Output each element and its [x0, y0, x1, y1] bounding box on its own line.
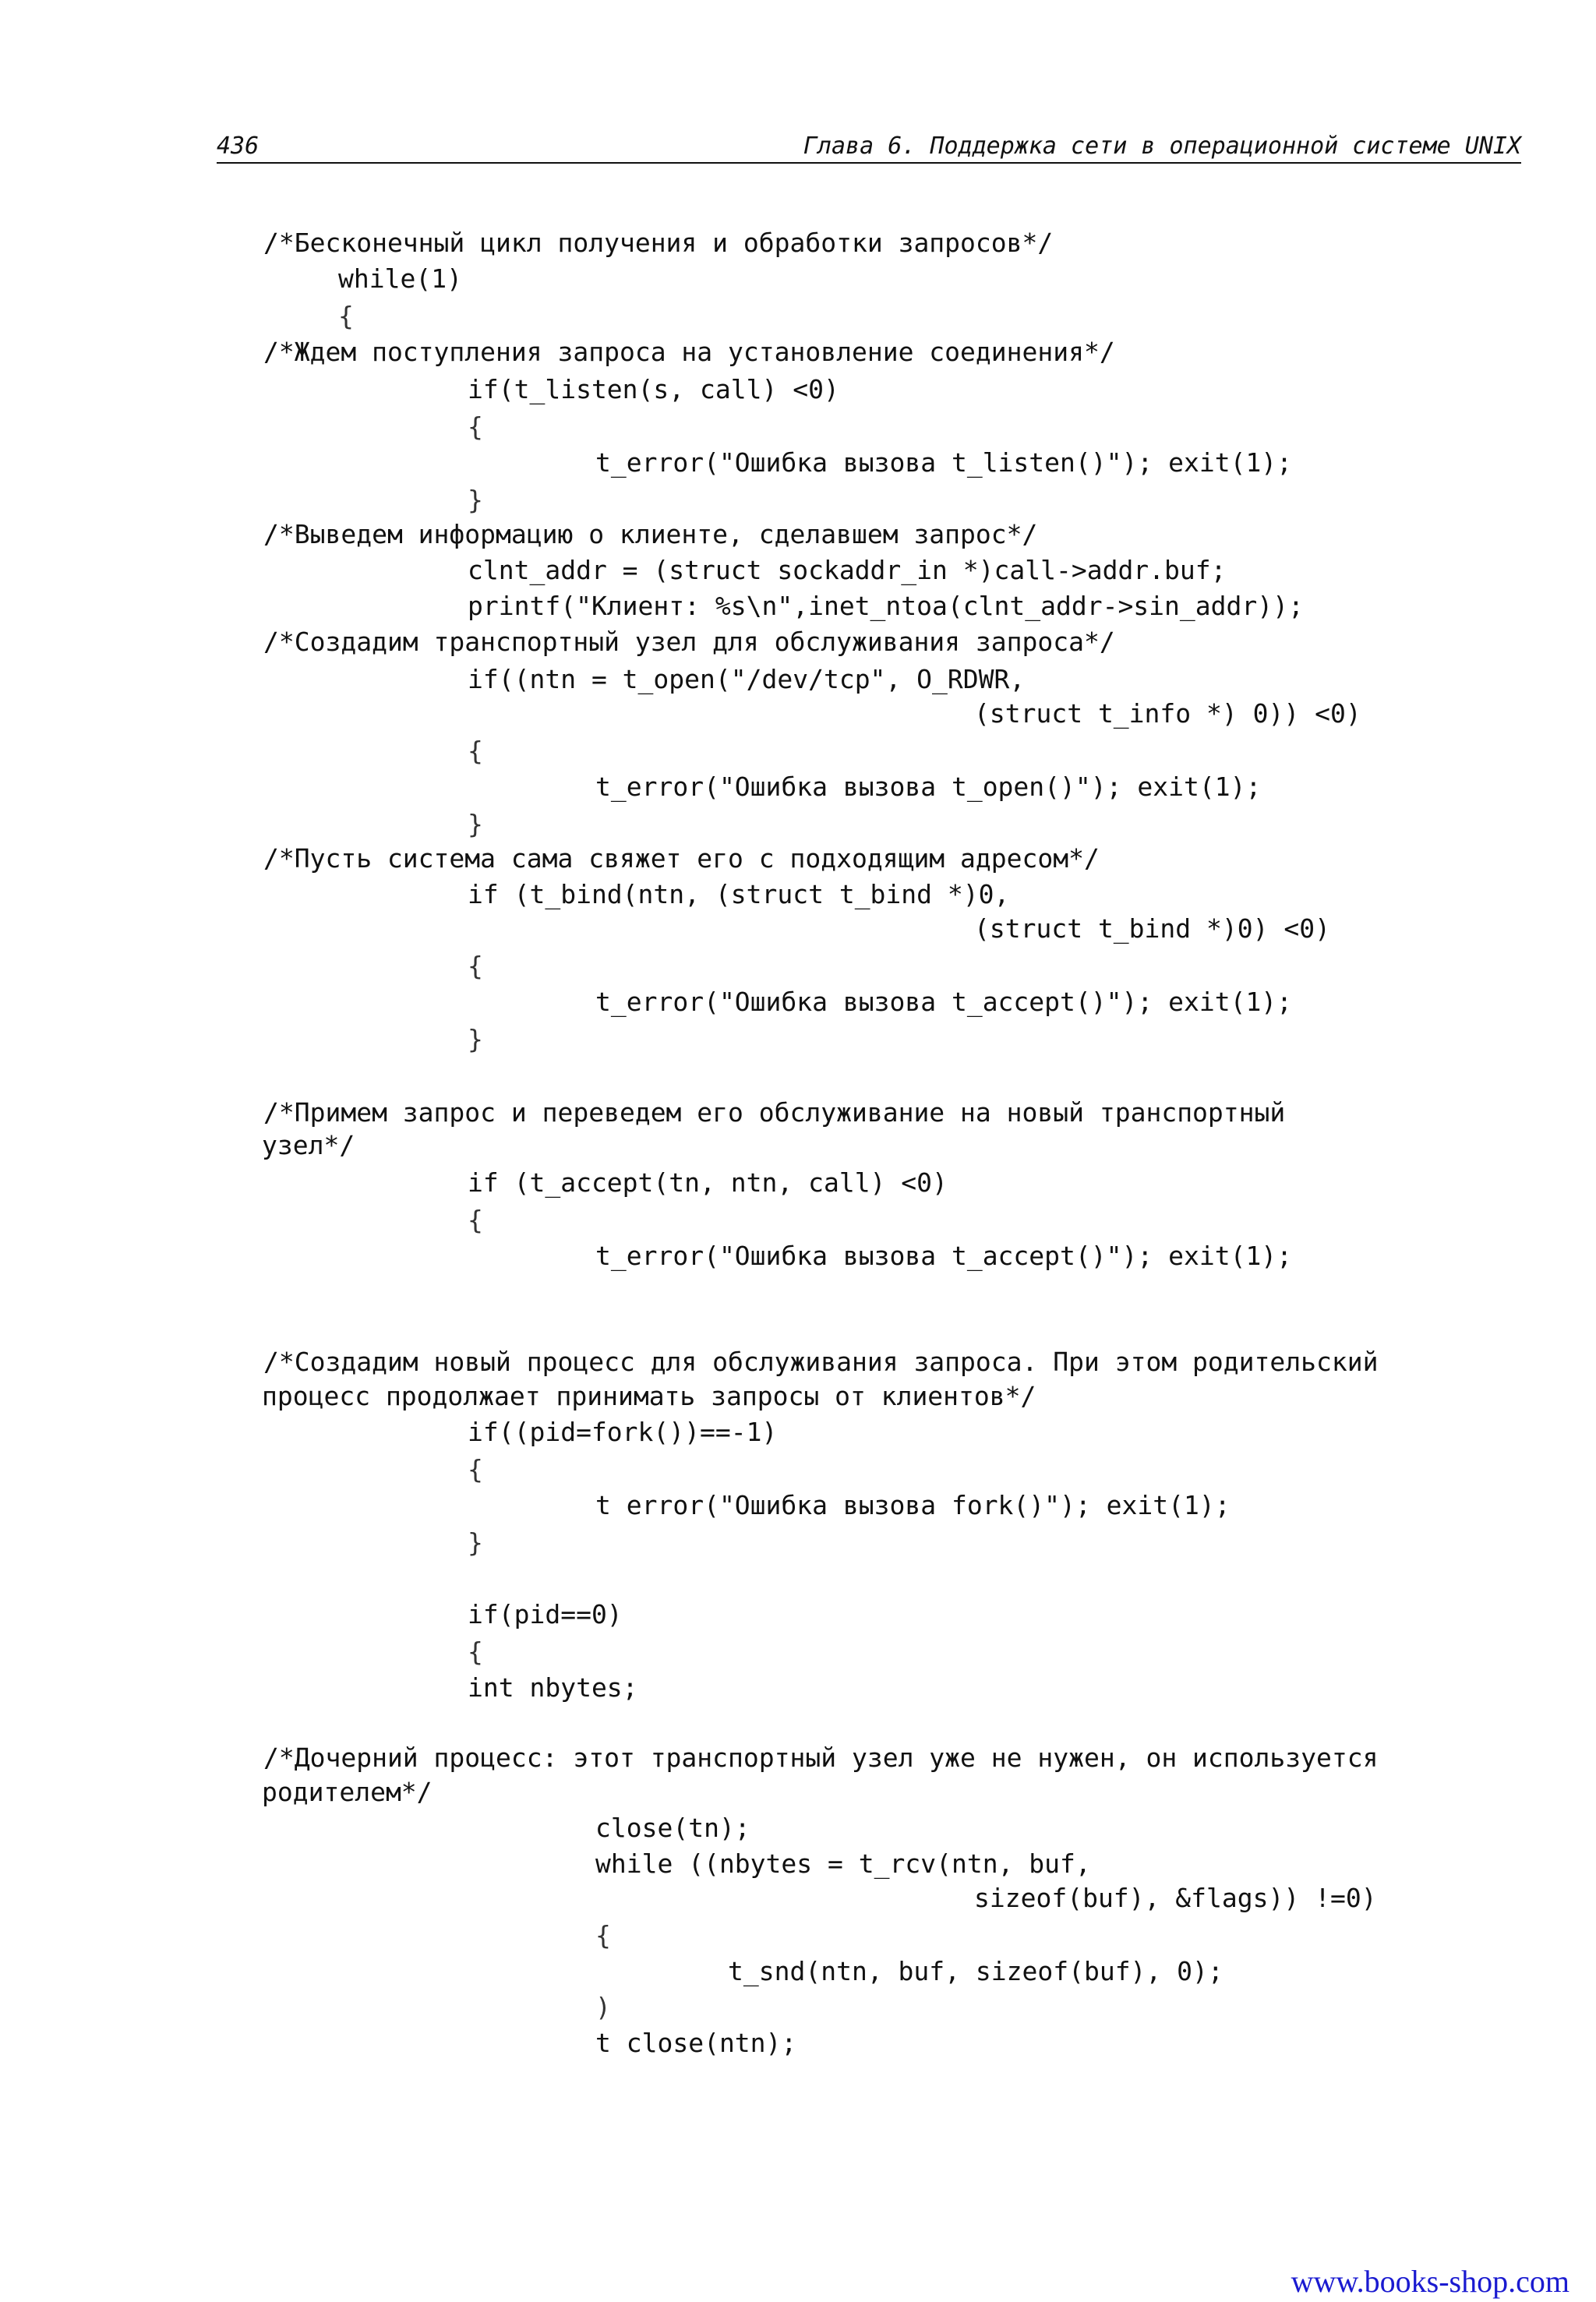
code-comment: /*Пусть система сама свяжет его с подходящим адресом*/ — [263, 843, 1100, 874]
code-brace: } — [468, 809, 483, 839]
code-comment: /*Дочерний процесс: этот транспортный узел уже не нужен, он используется — [263, 1742, 1379, 1773]
code-line: clnt_addr = (struct sockaddr_in *)call->addr.buf; — [468, 555, 1227, 585]
code-brace: } — [468, 485, 483, 515]
chapter-title: Глава 6. Поддержка сети в операционной системе UNIX — [803, 132, 1521, 160]
page-header — [217, 131, 1521, 164]
code-line: t error("Ошибка вызова fork()"); exit(1); — [595, 1490, 1231, 1520]
code-line: t_error("Ошибка вызова t_accept()"); exit(1); — [595, 1241, 1293, 1271]
code-comment: процесс продолжает принимать запросы от клиентов*/ — [262, 1381, 1036, 1411]
code-comment: /*Создадим новый процесс для обслуживания запроса. При этом родительский — [263, 1347, 1379, 1377]
page-number: 436 — [217, 132, 260, 160]
code-comment: родителем*/ — [262, 1777, 433, 1807]
code-line: close(tn); — [595, 1813, 750, 1843]
site-watermark: www.books-shop.com — [1291, 2264, 1570, 2299]
code-brace: { — [468, 951, 483, 981]
code-brace: { — [468, 411, 483, 442]
code-line: sizeof(buf), &flags)) !=0) — [974, 1883, 1377, 1913]
code-brace: } — [468, 1527, 483, 1558]
code-comment: /*Выведем информацию о клиенте, сделавшем запрос*/ — [263, 519, 1038, 549]
code-line: printf("Клиент: %s\n",inet_ntoa(clnt_addr->sin_addr)); — [468, 591, 1304, 621]
code-line: t_error("Ошибка вызова t_listen()"); exit(1); — [595, 447, 1293, 478]
code-line: t_error("Ошибка вызова t_open()"); exit(1); — [595, 771, 1262, 802]
code-brace: { — [595, 1920, 611, 1951]
code-brace: } — [468, 1024, 483, 1054]
code-line: while(1) — [338, 263, 462, 294]
code-brace: { — [468, 1205, 483, 1235]
code-line: (struct t_bind *)0) <0) — [974, 913, 1330, 944]
code-comment: /*Примем запрос и переведем его обслуживание на новый транспортный — [263, 1097, 1286, 1128]
code-comment: /*Ждем поступления запроса на установление соединения*/ — [263, 337, 1115, 367]
code-brace: { — [468, 1454, 483, 1485]
code-line: int nbytes; — [468, 1672, 638, 1703]
code-comment: /*Создадим транспортный узел для обслуживания запроса*/ — [263, 627, 1115, 657]
code-line: if (t_accept(tn, ntn, call) <0) — [468, 1167, 948, 1198]
code-line: if (t_bind(ntn, (struct t_bind *)0, — [468, 879, 1010, 909]
code-line: if((pid=fork())==-1) — [468, 1417, 778, 1447]
code-brace: { — [468, 1636, 483, 1667]
code-line: if(t_listen(s, call) <0) — [468, 374, 839, 404]
code-line: t close(ntn); — [595, 2028, 797, 2058]
code-line: t_snd(ntn, buf, sizeof(buf), 0); — [728, 1956, 1223, 1986]
code-line: if(pid==0) — [468, 1599, 623, 1629]
code-brace: { — [468, 736, 483, 766]
code-line: (struct t_info *) 0)) <0) — [974, 698, 1361, 729]
code-line: t_error("Ошибка вызова t_accept()"); exit(1); — [595, 987, 1293, 1017]
code-comment: узел*/ — [262, 1130, 355, 1160]
code-brace: ) — [595, 1992, 611, 2022]
code-line: while ((nbytes = t_rcv(ntn, buf, — [595, 1848, 1091, 1879]
code-brace: { — [338, 301, 354, 331]
code-comment: /*Бесконечный цикл получения и обработки запросов*/ — [263, 228, 1054, 258]
code-line: if((ntn = t_open("/dev/tcp", O_RDWR, — [468, 664, 1026, 694]
